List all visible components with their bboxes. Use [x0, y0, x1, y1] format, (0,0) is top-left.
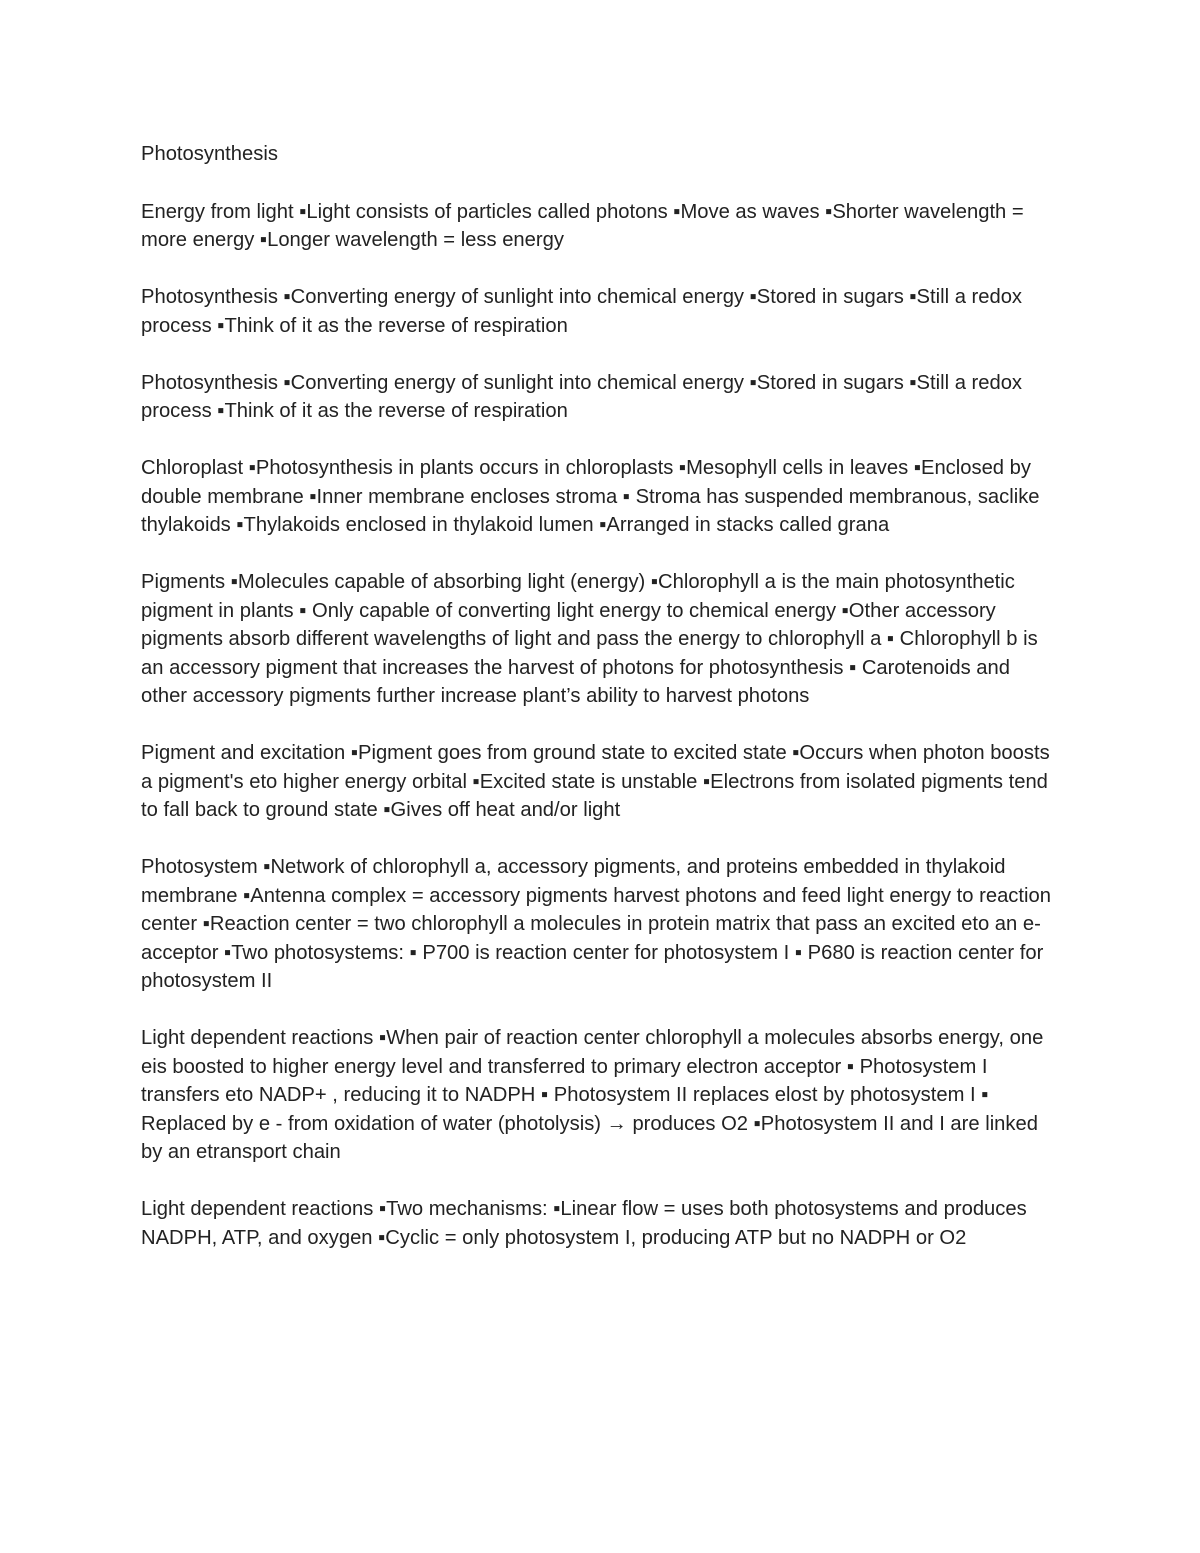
paragraph-photosystem: Photosystem ▪Network of chlorophyll a, accessory pigments, and proteins embedded in thylakoid membrane ▪Antenna complex = accessory pigments harvest photons and feed light energy to reaction center ▪Reaction center = two chlorophyll a molecules in protein matrix that pass an excited eto an e- acceptor ▪Two photosystems: ▪ P700 is reaction center for photosystem I ▪ P680 is reaction center for photosystem II — [141, 856, 1057, 992]
paragraph-pigment-excitation: Pigment and excitation ▪Pigment goes from ground state to excited state ▪Occurs when photon boosts a pigment's eto higher energy orbital ▪Excited state is unstable ▪Electrons from isolated pigments tend to fall back to ground state ▪Gives off heat and/or light — [141, 742, 1056, 821]
document-title: Photosynthesis — [141, 143, 278, 165]
document-page — [141, 140, 1057, 1281]
paragraph-light-dependent-reactions-2: Light dependent reactions ▪Two mechanisms: ▪Linear flow = uses both photosystems and produces NADPH, ATP, and oxygen ▪Cyclic = only photosystem I, producing ATP but no NADPH or O2 — [141, 1198, 1033, 1249]
paragraph-light-dependent-reactions-1: Light dependent reactions ▪When pair of reaction center chlorophyll a molecules absorbs energy, one eis boosted to higher energy level and transferred to primary electron acceptor ▪ Photosystem I transfers eto NADP+ , reducing it to NADPH ▪ Photosystem II replaces elost by photosystem I ▪ Replaced by e - from oxidation of water (photolysis) → produces O2 ▪Photosystem II and I are linked by an etransport chain — [141, 1027, 1049, 1163]
paragraph-chloroplast: Chloroplast ▪Photosynthesis in plants occurs in chloroplasts ▪Mesophyll cells in leaves ▪Enclosed by double membrane ▪Inner membrane encloses stroma ▪ Stroma has suspended membranous, saclike thylakoids ▪Thylakoids enclosed in thylakoid lumen ▪Arranged in stacks called grana — [141, 457, 1046, 536]
paragraph-energy-from-light: Energy from light ▪Light consists of particles called photons ▪Move as waves ▪Shorter wavelength = more energy ▪Longer wavelength = less energy — [141, 200, 1030, 251]
paragraph-photosynthesis-1: Photosynthesis ▪Converting energy of sunlight into chemical energy ▪Stored in sugars ▪Still a redox process ▪Think of it as the reverse of respiration — [141, 286, 1028, 337]
paragraph-pigments: Pigments ▪Molecules capable of absorbing light (energy) ▪Chlorophyll a is the main photosynthetic pigment in plants ▪ Only capable of converting light energy to chemical energy ▪Other accessory pigments absorb different wavelengths of light and pass the energy to chlorophyll a ▪ Chlorophyll b is an accessory pigment that increases the harvest of photons for photosynthesis ▪ Carotenoids and other accessory pigments further increase plant’s ability to harvest photons — [141, 571, 1044, 707]
paragraph-photosynthesis-2: Photosynthesis ▪Converting energy of sunlight into chemical energy ▪Stored in sugars ▪Still a redox process ▪Think of it as the reverse of respiration — [141, 371, 1028, 422]
